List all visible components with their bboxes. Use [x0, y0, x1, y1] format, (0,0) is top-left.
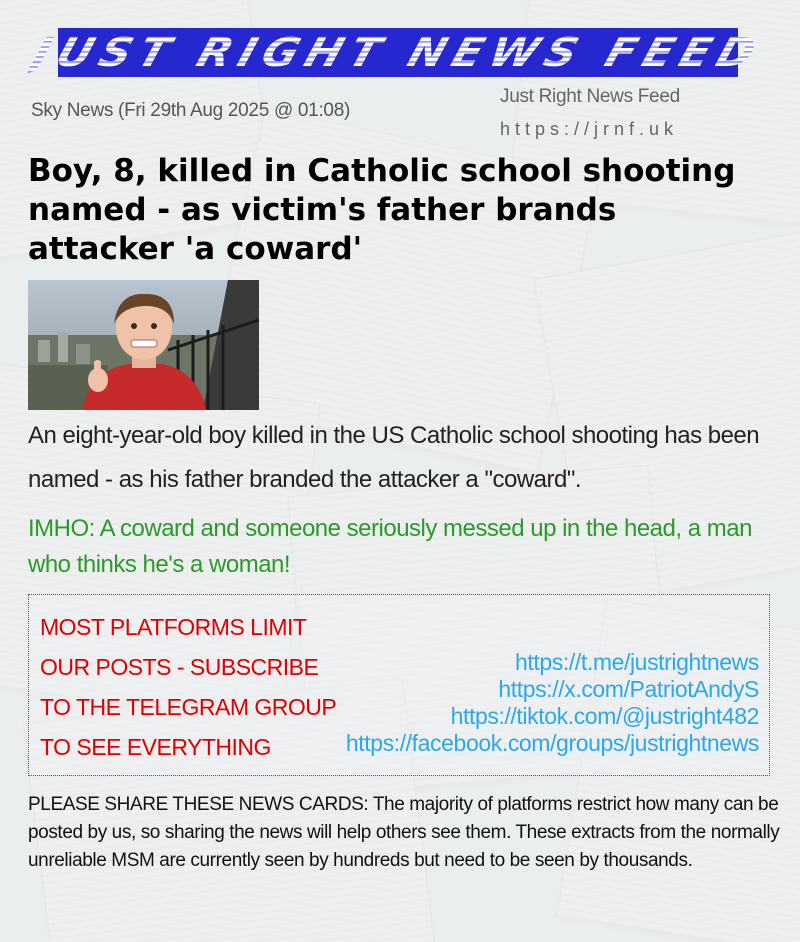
feed-url[interactable]: https://jrnf.uk	[500, 119, 679, 139]
banner-title: JUST RIGHT NEWS FEED	[26, 29, 770, 76]
article-source: Sky News (Fri 29th Aug 2025 @ 01:08)	[31, 100, 350, 121]
promo-line: MOST PLATFORMS LIMIT	[40, 614, 307, 640]
site-banner	[26, 28, 770, 77]
promo-message	[40, 607, 336, 767]
promo-line: TO SEE EVERYTHING	[40, 734, 271, 760]
facebook-link[interactable]: https://facebook.com/groups/justrightnews	[345, 730, 759, 756]
promo-line: OUR POSTS - SUBSCRIBE	[40, 654, 319, 680]
tiktok-link[interactable]: https://tiktok.com/@justright482	[450, 703, 759, 729]
subscribe-promo-box	[28, 594, 770, 776]
share-notice: PLEASE SHARE THESE NEWS CARDS: The majority of platforms restrict how many can be posted by us, so sharing the news will help others see them. These extracts from the normally unreliable MSM are currently seen by hundreds but need to be seen by thousands.	[28, 794, 780, 871]
article-summary: An eight-year-old boy killed in the US Catholic school shooting has been named - as his father branded the attacker a "coward".	[28, 422, 760, 493]
feed-name: Just Right News Feed	[500, 86, 680, 107]
article-photo	[28, 280, 259, 410]
telegram-link[interactable]: https://t.me/justrightnews	[515, 649, 759, 675]
x-link[interactable]: https://x.com/PatriotAndyS	[498, 676, 759, 702]
promo-line: TO THE TELEGRAM GROUP	[40, 694, 337, 720]
social-links	[346, 649, 759, 757]
editor-opinion: IMHO: A coward and someone seriously messed up in the head, a man who thinks he's a woman!	[28, 515, 752, 578]
article-headline: Boy, 8, killed in Catholic school shooting named - as victim's father brands attacker 'a coward'	[28, 153, 736, 267]
